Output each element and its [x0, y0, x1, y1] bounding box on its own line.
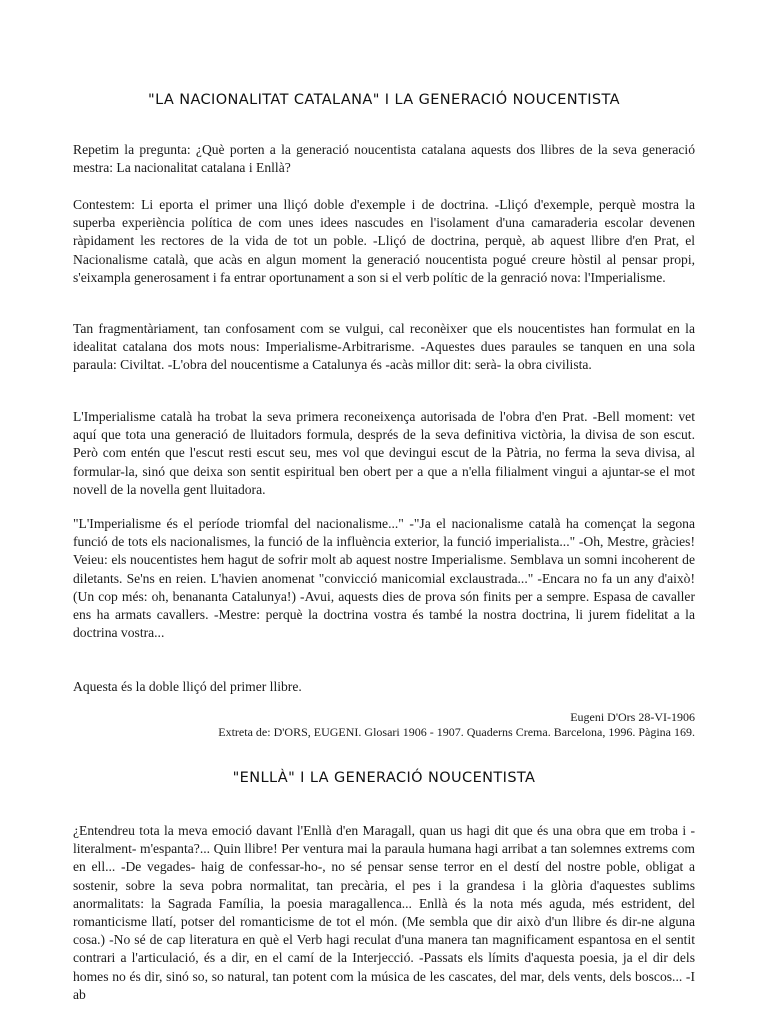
section-2-paragraph-1: ¿Entendreu tota la meva emoció davant l'Enllà d'en Maragall, quan us hagi dit que és una obra que em troba i -literalment- m'espanta?... Quin llibre! Per ventura mai la paraula humana hagi arribat a tan solemnes extrems com en ell... -De vegades- haig de confessar-ho-, no sé pensar sense terror en el destí del nostre poble, obligat a sostenir, sobre la seva pobra normalitat, tan precària, el pes i la grandesa i la glòria d'aquestes sublims anormalitats: la Sagrada Família, la poesia maragallenca... Enllà és la nota més aguda, més estrident, del romanticisme llatí, potser del romanticisme de tot el món. (Me sembla que dir això d'un llibre és dir-ne alguna cosa.) -No sé de cap literatura en què el Verb hagi reculat d'una manera tan magnificament espantosa en el sentit contrari a l'articulació, és a dir, en el camí de la Interjecció. -Passats els límits d'aquesta poesia, ja el dir dels homes no és dir, sinó so, so natural, tan potent com la música de les cascates, del mar, dels vents, dels boscos... -I ab: [73, 823, 695, 1002]
section-1-paragraph-4: L'Imperialisme català ha trobat la seva primera reconeixença autorisada de l'obra d'en Prat. -Bell moment: vet aquí que tota una generació de lluitadors formula, després de la seva definitiva victòria, la divisa de son escut. Però com entén que l'escut resti escut seu, mes vol que devingui escut de la Pàtria, no ferma la seva divisa, al formular-la, sinó que deixa son sentit espiritual ben obert per a que a n'ella filialment vingui a ajuntar-se el mot novell de la novella gent lluitadora.: [73, 409, 695, 497]
section-1-paragraph-5: "L'Imperialisme és el període triomfal del nacionalisme..." -"Ja el nacionalisme català ha començat la segona funció de tots els nacionalismes, la funció de la influència exterior, la funció imperialista..." -Oh, Mestre, gràcies! Veieu: els noucentistes hem hagut de sofrir molt ab aquest nostre Imperialisme. Semblava un somni incoherent de diletants. Se'ns en reien. L'havien anomenat "convicció manicomial exclaustrada..." -Encara no fa un any d'això! (Un cop més: oh, benananta Catalunya!) -Avui, aquests dies de prova són finits per a sempre. Espasa de cavaller ens ha armats cavallers. -Mestre: perquè la doctrina vostra és també la nostra doctrina, li jurem fidelitat a la doctrina vostra...: [73, 516, 695, 641]
source-citation: Extreta de: D'ORS, EUGENI. Glosari 1906 - 1907. Quaderns Crema. Barcelona, 1996. Pàgina 169.: [218, 725, 695, 739]
section-1-paragraph-3: Tan fragmentàriament, tan confosament com se vulgui, cal reconèixer que els noucentistes han formulat en la idealitat catalana dos mots nous: Imperialisme-Arbitrarisme. -Aquestes dues paraules se tanquen en una sola paraula: Civiltat. -L'obra del noucentisme a Catalunya és -acàs millor dit: serà- la obra civilista.: [73, 321, 695, 373]
section-1-title: "LA NACIONALITAT CATALANA" I LA GENERACIÓ NOUCENTISTA: [148, 92, 620, 108]
section-1-closing-line: Aquesta és la doble lliçó del primer llibre.: [73, 679, 302, 694]
section-2-title: "ENLLÀ" I LA GENERACIÓ NOUCENTISTA: [232, 770, 536, 786]
section-1-paragraph-1: Repetim la pregunta: ¿Què porten a la generació noucentista catalana aquests dos llibres de la seva generació mestra: La nacionalitat catalana i Enllà?: [73, 142, 695, 176]
section-1-paragraph-2: Contestem: Li eporta el primer una lliçó doble d'exemple i de doctrina. -Lliçó d'exemple, perquè mostra la superba experiència política de com unes idees nascudes en l'isolament d'una camaraderia escolar devenen ràpidament les rectores de la vida de tot un poble. -Lliçó de doctrina, perquè, ab aquest llibre d'en Prat, el Nacionalisme català, que acàs en algun moment la generació noucentista pogué creure hòstil al pensar propi, s'eixampla generosament i fa entrar oportunament a son si el verb polític de la genració nova: l'Imperialisme.: [73, 197, 695, 285]
signature: Eugeni D'Ors 28-VI-1906: [570, 710, 695, 724]
